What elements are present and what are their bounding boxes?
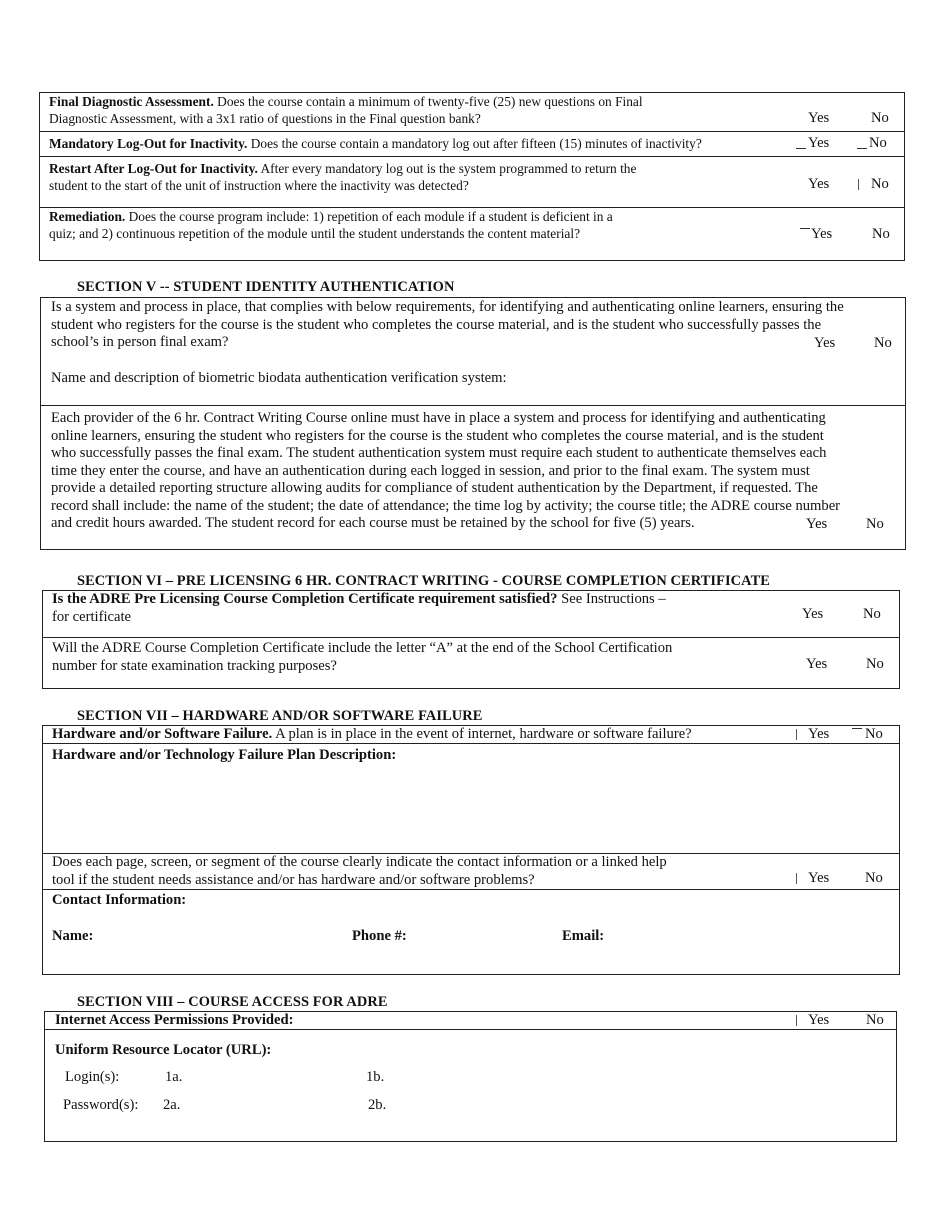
authentication-no[interactable]: No — [874, 335, 892, 351]
name-field[interactable] — [100, 926, 340, 946]
password-label: Password(s): — [63, 1097, 139, 1113]
login-1a: 1a. — [165, 1069, 183, 1085]
logout-yes[interactable]: Yes — [808, 135, 830, 151]
final-diagnostic-text-2: Diagnostic Assessment, with a 3x1 ratio of questions in the Final question bank? — [49, 110, 481, 126]
hardware-no[interactable]: No — [865, 726, 883, 742]
divider — [42, 637, 900, 638]
logout-no-blank — [857, 148, 867, 149]
remediation-yes[interactable]: Yes — [811, 226, 833, 242]
final-diagnostic-text: Does the course contain a minimum of twenty-five (25) new questions on Final — [217, 94, 643, 109]
email-field[interactable] — [612, 926, 892, 946]
phone-field[interactable] — [415, 926, 555, 946]
divider — [42, 889, 900, 890]
logout-title: Mandatory Log-Out for Inactivity. — [49, 136, 248, 151]
password-2a: 2a. — [163, 1097, 181, 1113]
failure-plan-label-text: Hardware and/or Technology Failure Plan Description: — [52, 747, 397, 763]
final-diagnostic-no[interactable]: No — [871, 110, 889, 126]
remediation-text-2: quiz; and 2) continuous repetition of the module until the student understands the content material? — [49, 225, 581, 241]
letter-a-line-1: Will the ADRE Course Completion Certificate include the letter “A” at the end of the School Certification — [52, 640, 673, 656]
contact-information-label-text: Contact Information: — [52, 892, 187, 908]
url-label-text: Uniform Resource Locator (URL): — [55, 1042, 272, 1058]
hardware-failure-question — [52, 726, 792, 744]
divider — [39, 131, 905, 132]
letter-a-line-2: number for state examination tracking purposes? — [52, 657, 337, 674]
authentication-requirements — [51, 410, 901, 533]
requirements-yes[interactable]: Yes — [806, 516, 828, 532]
contact-info-no[interactable]: No — [865, 870, 883, 886]
certificate-question — [52, 591, 772, 626]
contact-info-yes[interactable]: Yes — [808, 870, 830, 886]
name-label-text: Name: — [52, 928, 94, 944]
logout-row — [49, 136, 789, 153]
logout-no[interactable]: No — [869, 135, 887, 151]
section7-heading: SECTION VII – HARDWARE AND/OR SOFTWARE FAILURE — [77, 708, 483, 724]
contact-yes-blank — [796, 873, 797, 884]
req-line-7: and credit hours awarded. The student record for each course must be retained by the school for five (5) years. — [51, 515, 695, 531]
certificate-question-rest: See Instructions – — [561, 591, 666, 607]
contact-info-line-1: Does each page, screen, or segment of the course clearly indicate the contact information or a linked help — [52, 854, 667, 870]
req-line-6: record shall include: the name of the student; the date of attendance; the time log by activity; the course title; the ADRE course number — [51, 497, 841, 514]
hardware-yes-blank — [796, 729, 797, 740]
req-line-4: time they enter the course, and have an authentication during each logged in session, and prior to the final exam. The system must — [51, 462, 810, 479]
internet-no[interactable]: No — [866, 1012, 884, 1028]
remediation-row — [49, 209, 789, 242]
password-2b-field[interactable] — [392, 1095, 692, 1115]
letter-a-question — [52, 640, 772, 675]
section6-heading: SECTION VI – PRE LICENSING 6 HR. CONTRACT WRITING - COURSE COMPLETION CERTIFICATE — [77, 573, 770, 589]
certificate-no[interactable]: No — [863, 606, 881, 622]
letter-a-yes[interactable]: Yes — [806, 656, 828, 672]
remediation-no[interactable]: No — [872, 226, 890, 242]
internet-access-label-text: Internet Access Permissions Provided: — [55, 1012, 294, 1028]
restart-row — [49, 161, 779, 194]
password-2b: 2b. — [368, 1097, 387, 1113]
url-field[interactable] — [290, 1040, 890, 1060]
hardware-failure-bold: Hardware and/or Software Failure. — [52, 726, 273, 742]
login-1a-field[interactable] — [188, 1067, 358, 1087]
internet-yes-blank — [796, 1015, 797, 1026]
restart-title: Restart After Log-Out for Inactivity. — [49, 161, 258, 176]
logout-yes-blank — [796, 148, 806, 149]
remediation-text: Does the course program include: 1) repetition of each module if a student is deficient in a — [128, 209, 613, 224]
auth-q-line-3: school’s in person final exam? — [51, 334, 229, 350]
hardware-no-blank — [852, 728, 862, 729]
divider — [39, 156, 905, 157]
login-1b: 1b. — [366, 1069, 385, 1085]
requirements-no[interactable]: No — [866, 516, 884, 532]
certificate-question-line2: for certificate — [52, 608, 131, 625]
hardware-yes[interactable]: Yes — [808, 726, 830, 742]
restart-no-blank — [858, 179, 859, 190]
section8-heading: SECTION VIII – COURSE ACCESS FOR ADRE — [77, 994, 388, 1010]
restart-text-2: student to the start of the unit of instruction where the inactivity was detected? — [49, 177, 469, 193]
login-label: Login(s): — [65, 1069, 120, 1085]
authentication-question — [51, 299, 901, 352]
name-label — [52, 928, 93, 946]
authentication-yes[interactable]: Yes — [814, 335, 836, 351]
section5-heading: SECTION V -- STUDENT IDENTITY AUTHENTICATION — [77, 279, 455, 295]
url-label — [55, 1042, 271, 1060]
contact-information-label — [52, 892, 186, 910]
internet-access-label — [55, 1012, 293, 1030]
contact-info-question — [52, 854, 772, 889]
final-diagnostic-title: Final Diagnostic Assessment. — [49, 94, 214, 109]
failure-plan-textarea[interactable] — [52, 768, 892, 848]
restart-yes[interactable]: Yes — [808, 176, 830, 192]
final-diagnostic-yes[interactable]: Yes — [808, 110, 830, 126]
hardware-failure-rest: A plan is in place in the event of internet, hardware or software failure? — [275, 726, 692, 742]
email-label-text: Email: — [562, 928, 605, 944]
certificate-yes[interactable]: Yes — [802, 606, 824, 622]
remediation-yes-blank — [800, 228, 810, 229]
remediation-title: Remediation. — [49, 209, 126, 224]
failure-plan-label — [52, 747, 396, 765]
password-2a-field[interactable] — [188, 1095, 358, 1115]
login-1b-field[interactable] — [390, 1067, 690, 1087]
req-line-3: who successfully passes the final exam. The student authentication system must require each student to authenticate themselves each — [51, 445, 827, 461]
auth-q-line-1: Is a system and process in place, that complies with below requirements, for identifying and authenticating online learners, ensuring the — [51, 299, 844, 315]
contact-info-line-2: tool if the student needs assistance and/or has hardware and/or software problems? — [52, 871, 535, 888]
logout-text: Does the course contain a mandatory log out after fifteen (15) minutes of inactivity? — [250, 136, 702, 151]
phone-label — [352, 928, 407, 946]
email-label — [562, 928, 604, 946]
internet-yes[interactable]: Yes — [808, 1012, 830, 1028]
req-line-2: online learners, ensuring the student who registers for the course is the student who completes the course material, and is the student — [51, 427, 824, 444]
phone-label-text: Phone #: — [352, 928, 407, 944]
restart-no[interactable]: No — [871, 176, 889, 192]
letter-a-no[interactable]: No — [866, 656, 884, 672]
req-line-1: Each provider of the 6 hr. Contract Writing Course online must have in place a system and process for identifying and authenticating — [51, 410, 826, 426]
divider — [40, 405, 906, 406]
restart-text: After every mandatory log out is the system programmed to return the — [260, 161, 637, 176]
auth-q-line-2: student who registers for the course is the student who completes the course material, and is the student who successfully passes the — [51, 316, 822, 333]
req-line-5: provide a detailed reporting structure allowing audits for compliance of student authentication by the Department, if requested. The — [51, 480, 818, 496]
divider — [39, 207, 905, 208]
final-diagnostic-row — [49, 94, 779, 127]
certificate-question-bold: Is the ADRE Pre Licensing Course Completion Certificate requirement satisfied? — [52, 591, 558, 607]
biometric-label: Name and description of biometric biodata authentication verification system: — [51, 370, 507, 386]
